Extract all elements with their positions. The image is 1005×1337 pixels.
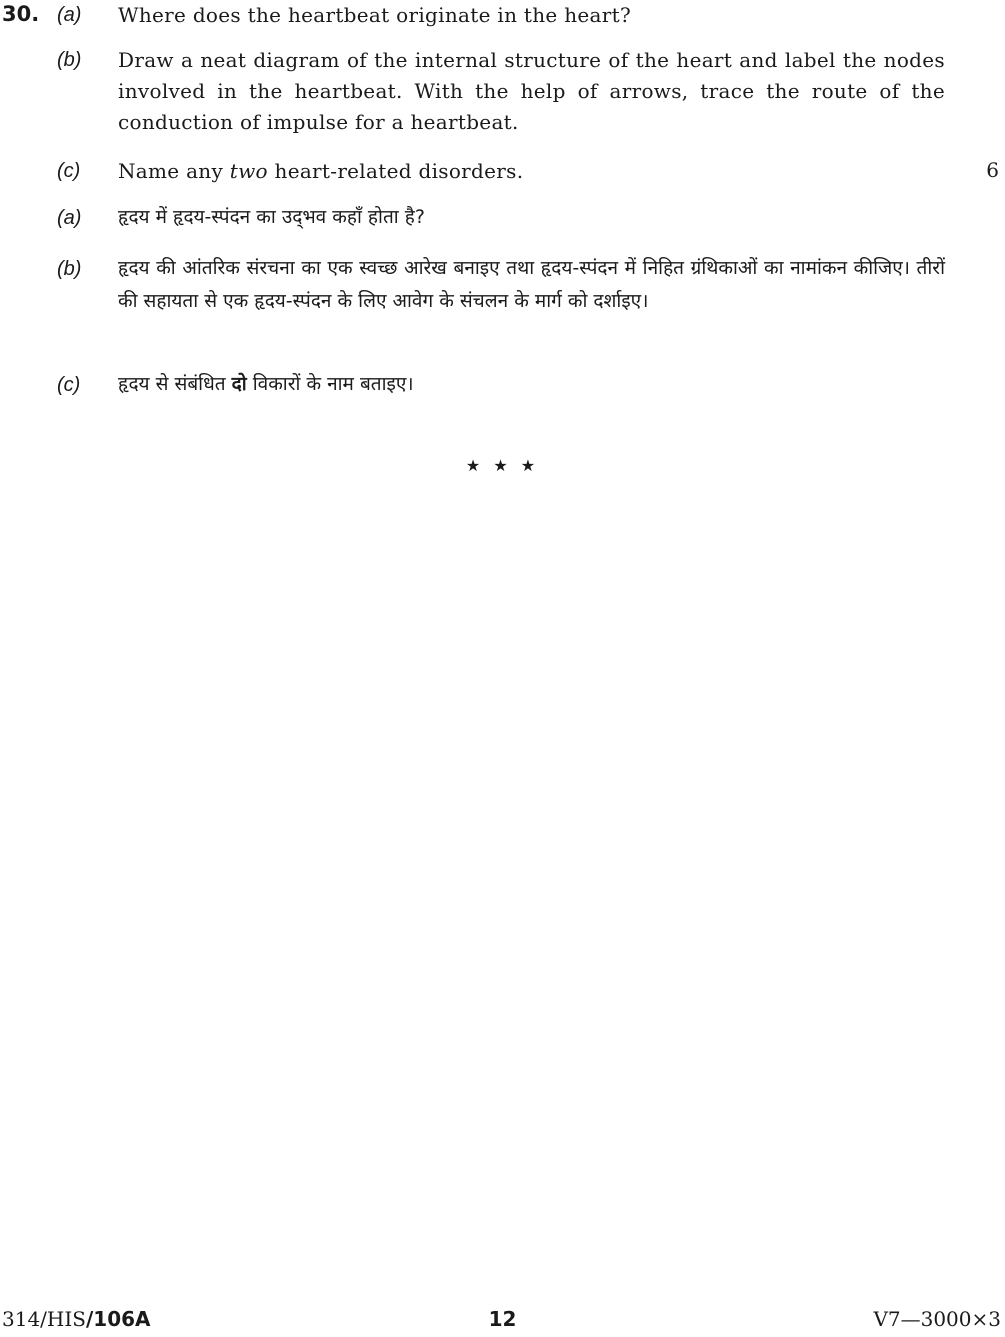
page-footer: [0, 1307, 1005, 1337]
part-label: (c): [57, 374, 81, 396]
part-label: (b): [57, 49, 82, 71]
part-label: (a): [57, 207, 82, 229]
part-c-text: Name any two heart-related disorders.: [118, 159, 524, 183]
emphasis: दो: [231, 373, 247, 395]
part-label: (c): [57, 160, 81, 182]
emphasis: two: [229, 159, 268, 183]
paper-code: 314/HIS/106A: [2, 1307, 151, 1331]
marks: 6: [986, 158, 999, 182]
version-code: V7—3000×3: [873, 1307, 1001, 1331]
part-a-text-hindi: हृदय में हृदय-स्पंदन का उद्‌भव कहाँ होता है?: [118, 206, 425, 228]
question-number: 30.: [2, 2, 40, 26]
part-c-text-hindi: हृदय से संबंधित दो विकारों के नाम बताइए।: [118, 373, 414, 395]
page-number: 12: [488, 1307, 517, 1331]
part-label: (a): [57, 4, 82, 26]
part-a-text: Where does the heartbeat originate in the heart?: [118, 3, 631, 27]
part-label: (b): [57, 258, 82, 280]
part-b-text-hindi: हृदय की आंतरिक संरचना का एक स्वच्छ आरेख बनाइए तथा हृदय-स्पंदन में निहित ग्रंथिकाओं का नामांकन कीजिए। तीरों की सहायता से एक हृदय-स्पंदन के लिए आवेग के संचलन के मार्ग को दर्शाइए।: [118, 257, 945, 312]
end-marker: ★ ★ ★: [465, 456, 540, 475]
part-b-text: Draw a neat diagram of the internal structure of the heart and label the nodes involved in the heartbeat. With the help of arrows, trace the route of the conduction of impulse for a heartbeat.: [118, 48, 945, 134]
